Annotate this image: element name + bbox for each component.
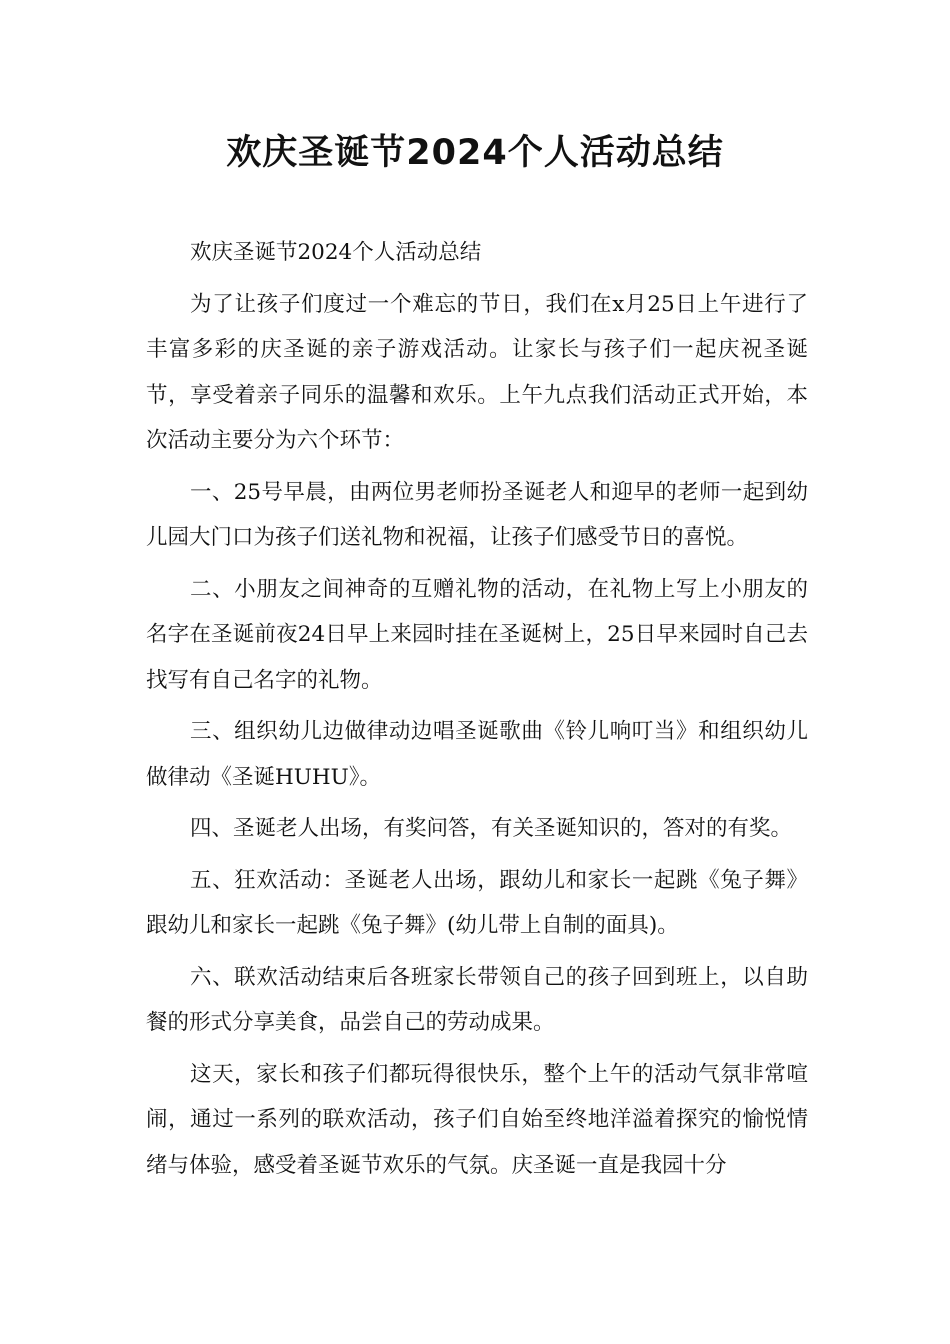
document-body <box>146 230 808 1194</box>
paragraph-step-4: 四、圣诞老人出场，有奖问答，有关圣诞知识的，答对的有奖。 <box>190 816 793 841</box>
paragraph-conclusion: 这天，家长和孩子们都玩得很快乐，整个上午的活动气氛非常喧闹，通过一系列的联欢活动，孩子们自始至终地洋溢着探究的愉悦情绪与体验，感受着圣诞节欢乐的气氛。庆圣诞一直是我园十分 <box>146 1061 808 1178</box>
paragraph-step-2: 二、小朋友之间神奇的互赠礼物的活动，在礼物上写上小朋友的名字在圣诞前夜24日早上来园时挂在圣诞树上，25日早来园时自己去找写有自己名字的礼物。 <box>146 576 808 693</box>
paragraph-step-3: 三、组织幼儿边做律动边唱圣诞歌曲《铃儿响叮当》和组织幼儿做律动《圣诞HUHU》。 <box>146 719 808 790</box>
paragraph-step-5: 五、狂欢活动：圣诞老人出场，跟幼儿和家长一起跳《兔子舞》跟幼儿和家长一起跳《兔子舞》(幼儿带上自制的面具)。 <box>146 867 808 938</box>
document-title: 欢庆圣诞节2024个人活动总结 <box>226 133 724 173</box>
paragraph-step-6: 六、联欢活动结束后各班家长带领自己的孩子回到班上，以自助餐的形式分享美食，品尝自己的劳动成果。 <box>146 964 808 1035</box>
paragraph-subtitle: 欢庆圣诞节2024个人活动总结 <box>190 240 482 265</box>
paragraph-step-1: 一、25号早晨，由两位男老师扮圣诞老人和迎早的老师一起到幼儿园大门口为孩子们送礼物和祝福，让孩子们感受节日的喜悦。 <box>146 479 808 550</box>
paragraph-intro: 为了让孩子们度过一个难忘的节日，我们在x月25日上午进行了丰富多彩的庆圣诞的亲子游戏活动。让家长与孩子们一起庆祝圣诞节，享受着亲子同乐的温馨和欢乐。上午九点我们活动正式开始，本次活动主要分为六个环节： <box>146 291 808 453</box>
